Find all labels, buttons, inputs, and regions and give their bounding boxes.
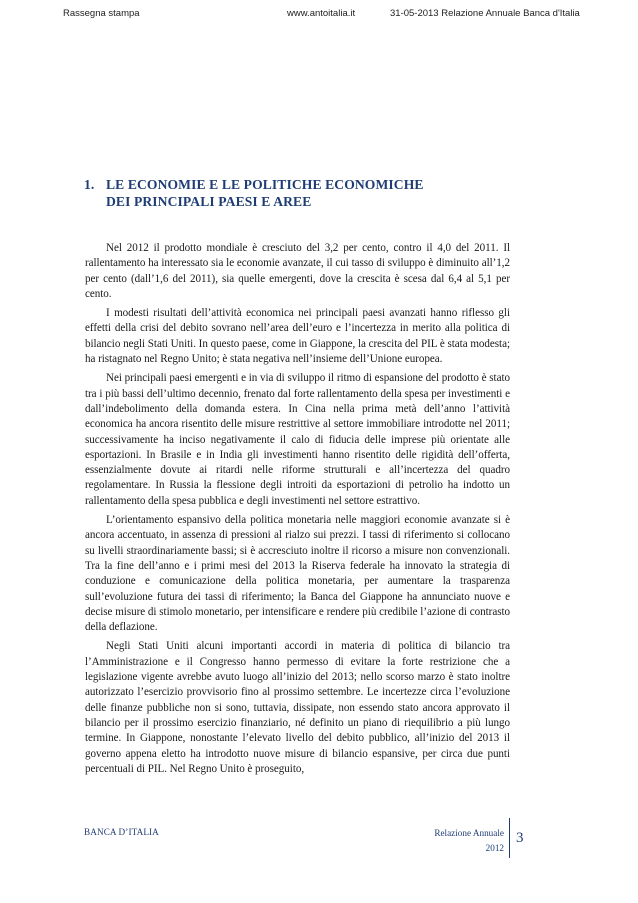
footer-publication-year: 2012 [485,843,504,853]
footer-divider [509,818,510,858]
paragraph-3: Nei principali paesi emergenti e in via di sviluppo il ritmo di espansione del prodotto è stato tra i più bassi dell’ultimo decennio, frenato dal forte rallentamento della spesa per investimenti e dall’indebolimento della domanda estera. In Cina nella prima metà dell’anno l’attività economica ha ancora risentito delle misure restrittive al settore immobiliare introdotte nel 2011; successivamente ha inciso negativamente il calo di fiducia delle imprese più orientate alle esportazioni. In Brasile e in India gli investimenti hanno risentito delle rigidità dell’offerta, essenzialmente dovute ai ritardi nelle riforme strutturali e all’incertezza del quadro regolamentare. In Russia la flessione degli introiti da esportazioni di petrolio ha indotto un rallentamento della spesa pubblica e degli investimenti nel settore estrattivo. [85,372,510,507]
footer-publisher: BANCA D’ITALIA [84,827,159,837]
paragraph-4: L’orientamento espansivo della politica monetaria nelle maggiori economie avanzate si è ancora accentuato, in assenza di pressioni al rialzo sui prezzi. I tassi di riferimento si collocano su livelli straordinariamente bassi; si è accresciuto inoltre il ricorso a misure non convenzionali. Tra la fine dell’anno e i primi mesi del 2013 la Riserva federale ha innovato la strategia di conduzione e comunicazione della politica monetaria, per aumentare la trasparenza sull’evoluzione futura dei tassi di riferimento; la Banca del Giappone ha annunciato nuove e decise misure di stimolo monetario, per intensificare e rendere più credibile l’azione di contrasto della deflazione. [85,514,510,634]
footer-publication-title: Relazione Annuale [434,828,504,838]
paragraph-2: I modesti risultati dell’attività economica nei principali paesi avanzati hanno riflesso gli effetti della crisi del debito sovrano nell’area dell’euro e l’incertezza in merito alla politica di bilancio negli Stati Uniti. In questo paese, come in Giappone, la crescita del PIL è stata modesta; ha ristagnato nel Regno Unito; è stata negativa nell’insieme dell’Unione europea. [85,307,510,366]
press-review-header [0,0,638,30]
header-website-link[interactable]: www.antoitalia.it [287,8,356,19]
footer-publication [400,826,504,856]
page-number: 3 [516,830,524,846]
paragraph-1: Nel 2012 il prodotto mondiale è cresciuto del 3,2 per cento, contro il 4,0 del 2011. Il rallentamento ha interessato sia le economie avanzate, il cui tasso di sviluppo è diminuito all’1,2 per cento (dall’1,6 del 2011), sia quelle emergenti, dove la crescita è scesa dal 6,4 al 5,1 per cento. [85,242,510,300]
chapter-title-line-2: DEI PRINCIPALI PAESI E AREE [106,194,312,209]
chapter-title-line-1: LE ECONOMIE E LE POLITICHE ECONOMICHE [106,177,424,192]
chapter-number: 1. [84,177,95,192]
header-source-label: Rassegna stampa [63,8,140,19]
chapter-heading [84,176,564,210]
paragraph-5: Negli Stati Uniti alcuni importanti accordi in materia di politica di bilancio tra l’Amministrazione e il Congresso hanno permesso di evitare la forte restrizione che a legislazione vigente avrebbe avuto luogo all’inizio del 2013; nello scorso marzo è stato inoltre autorizzato l’esercizio provvisorio fino al prossimo settembre. Le incertezze circa l’evoluzione delle finanze pubbliche non si sono, tuttavia, dissipate, non essendo stato ancora approvato il bilancio per il prossimo esercizio finanziario, né definito un piano di riequilibrio a più lungo termine. In Giappone, nonostante l’elevato livello del debito pubblico, all’inizio del 2013 il governo appena eletto ha introdotto nuove misure di bilancio espansive, per circa due punti percentuali di PIL. Nel Regno Unito è proseguito, [85,640,510,775]
header-date-title: 31-05-2013 Relazione Annuale Banca d'Italia [390,8,580,19]
body-text [85,241,510,781]
